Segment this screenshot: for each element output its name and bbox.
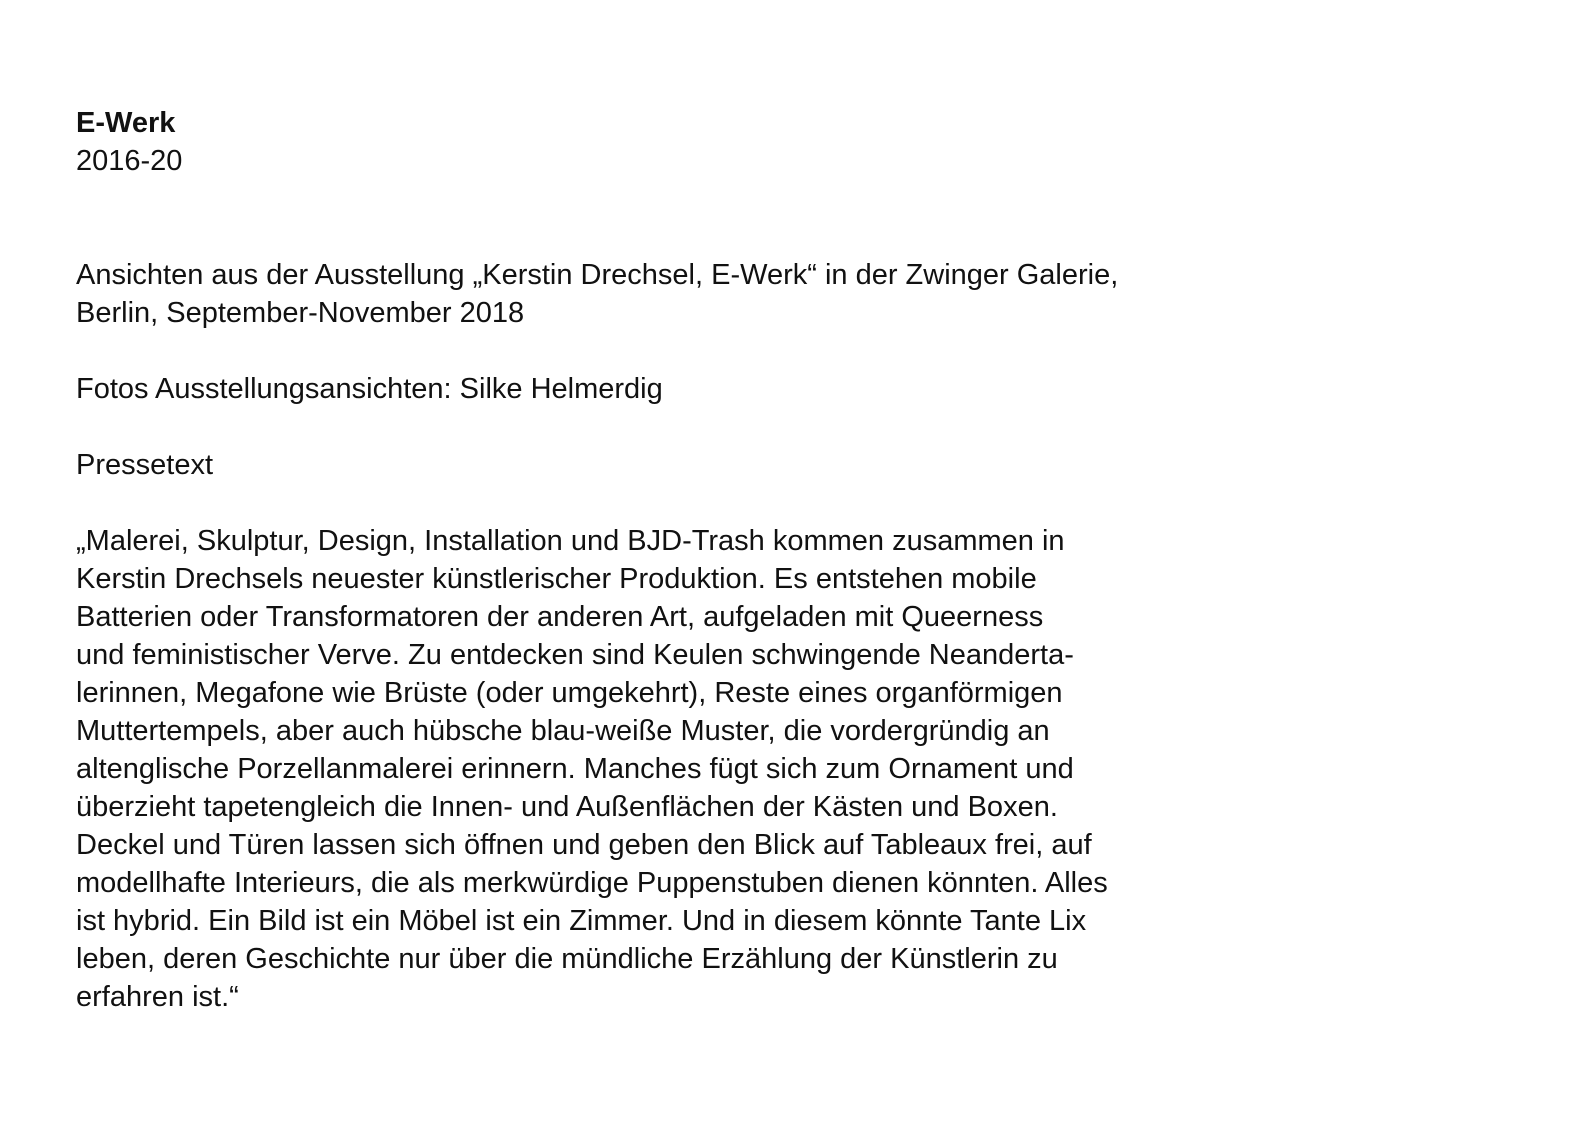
press-text-line: erfahren ist.“ [76, 981, 239, 1013]
press-text-line: und feministischer Verve. Zu entdecken sind Keulen schwingende Neanderta- [76, 639, 1074, 671]
spacer [76, 484, 1276, 522]
spacer [76, 332, 1276, 370]
exhibition-line: Ansichten aus der Ausstellung „Kerstin Drechsel, E-Werk“ in der Zwinger Galerie, [76, 259, 1119, 291]
document-page [76, 104, 1276, 1016]
photo-credit: Fotos Ausstellungsansichten: Silke Helmerdig [76, 373, 663, 405]
press-text-line: modellhafte Interieurs, die als merkwürdige Puppenstuben dienen könnten. Alles [76, 867, 1108, 899]
document-title: E-Werk [76, 107, 176, 139]
press-text-line: ist hybrid. Ein Bild ist ein Möbel ist ein Zimmer. Und in diesem könnte Tante Lix [76, 905, 1087, 937]
spacer [76, 408, 1276, 446]
press-text-line: leben, deren Geschichte nur über die mündliche Erzählung der Künstlerin zu [76, 943, 1058, 975]
document-years: 2016-20 [76, 145, 183, 177]
exhibition-info [76, 256, 1276, 332]
press-text-line: lerinnen, Megafone wie Brüste (oder umgekehrt), Reste eines organförmigen [76, 677, 1063, 709]
press-text-line: Kerstin Drechsels neuester künstlerischer Produktion. Es entstehen mobile [76, 563, 1037, 595]
exhibition-line: Berlin, September-November 2018 [76, 297, 525, 329]
press-text-line: Batterien oder Transformatoren der anderen Art, aufgeladen mit Queerness [76, 601, 1044, 633]
press-text-line: Deckel und Türen lassen sich öffnen und geben den Blick auf Tableaux frei, auf [76, 829, 1092, 861]
press-text-line: überzieht tapetengleich die Innen- und Außenflächen der Kästen und Boxen. [76, 791, 1058, 823]
press-heading: Pressetext [76, 449, 213, 481]
press-text-line: altenglische Porzellanmalerei erinnern. Manches fügt sich zum Ornament und [76, 753, 1074, 785]
spacer [76, 180, 1276, 256]
press-text [76, 522, 1276, 1016]
press-text-line: Muttertempels, aber auch hübsche blau-weiße Muster, die vordergründig an [76, 715, 1050, 747]
press-text-line: „Malerei, Skulptur, Design, Installation und BJD-Trash kommen zusammen in [76, 525, 1065, 557]
